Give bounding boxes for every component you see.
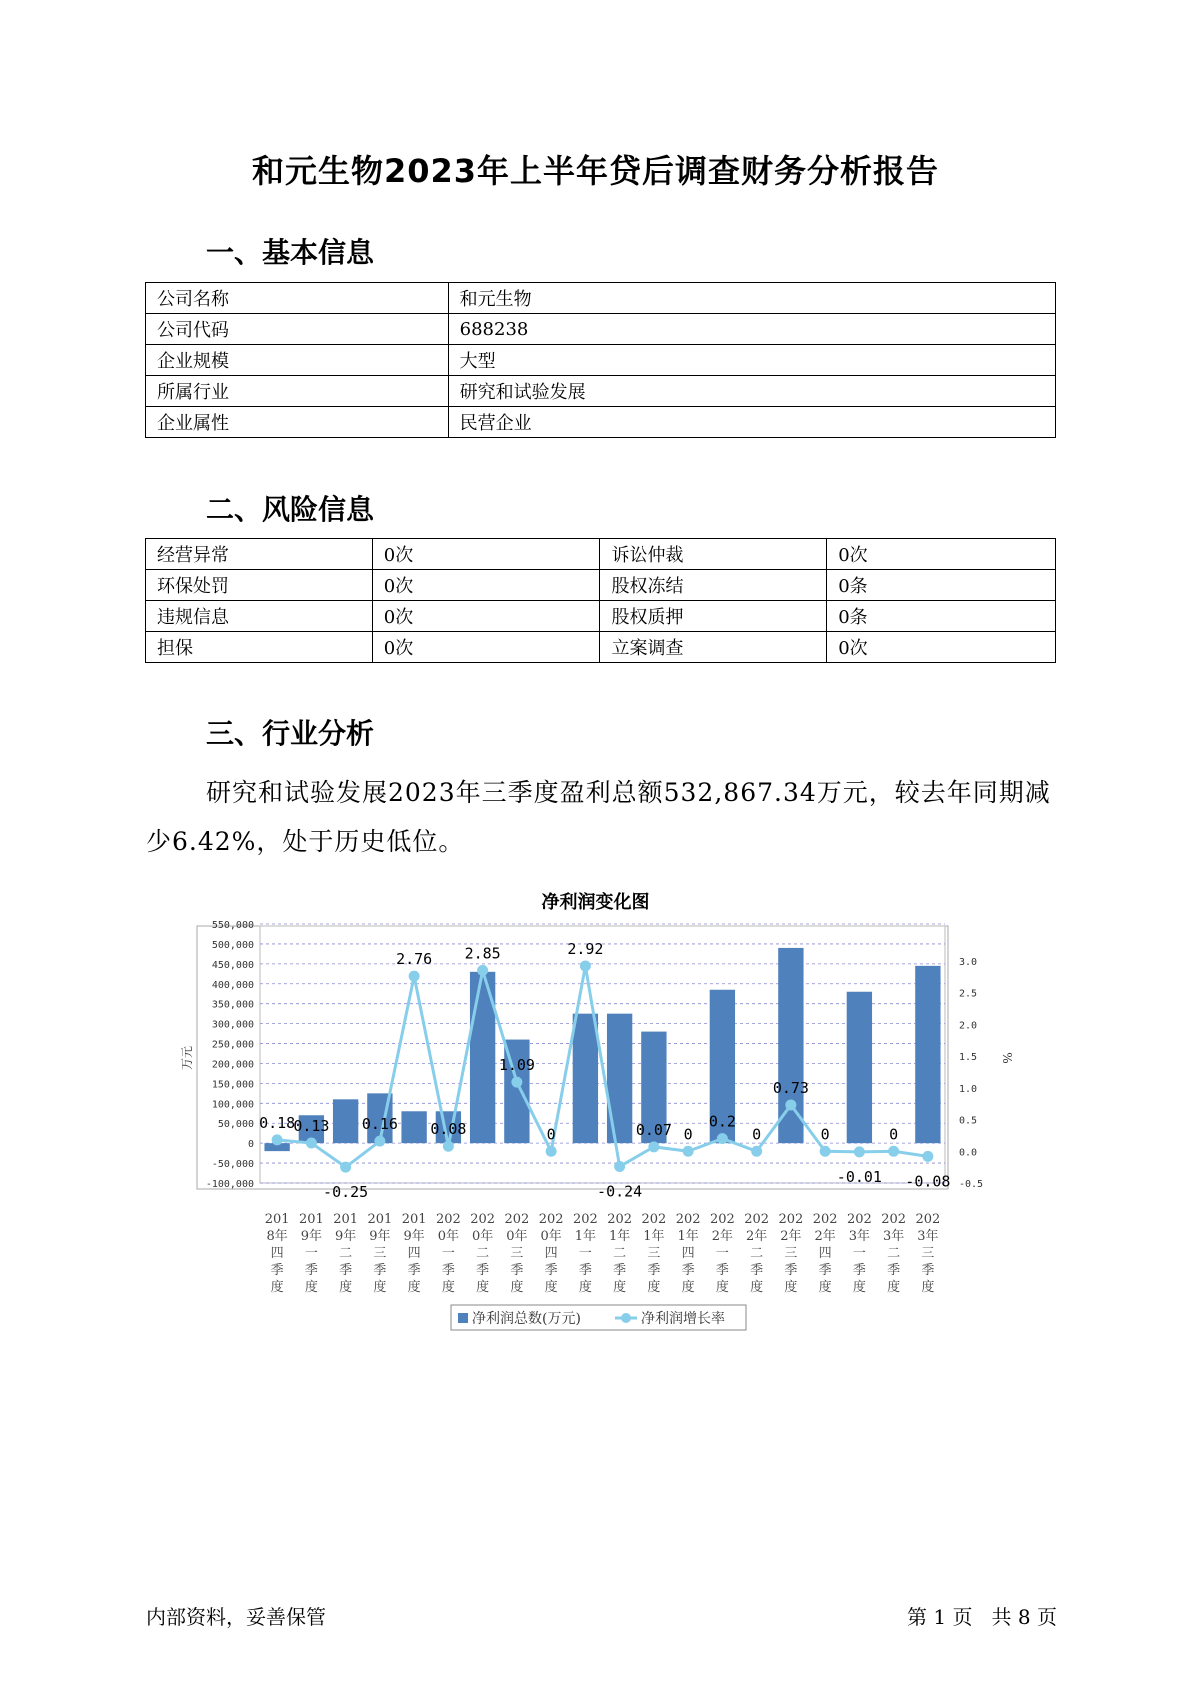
x-tick-label: 季: [784, 1263, 798, 1278]
growth-data-label: 0.2: [708, 1112, 736, 1131]
x-tick-label: 度: [373, 1280, 387, 1295]
growth-data-label: 0.08: [430, 1120, 467, 1139]
x-tick-label: 度: [441, 1280, 455, 1295]
growth-data-label: 0: [546, 1125, 556, 1144]
info-label: 企业属性: [146, 407, 449, 438]
growth-point: [477, 965, 488, 976]
x-tick-label: 202: [881, 1212, 907, 1227]
x-tick-label: 202: [846, 1212, 872, 1227]
x-tick-label: 一: [304, 1246, 318, 1261]
legend-line-label: 净利润增长率: [641, 1311, 725, 1327]
x-tick-label: 季: [304, 1263, 318, 1278]
x-tick-label: 季: [339, 1263, 353, 1278]
x-tick-label: 度: [887, 1280, 901, 1295]
y-tick-label: 550,000: [211, 920, 254, 932]
risk-label: 诉讼仲裁: [600, 539, 827, 570]
x-tick-label: 二: [750, 1246, 764, 1261]
info-value: 大型: [448, 345, 1055, 376]
y2-tick-label: 1.0: [959, 1083, 978, 1095]
x-tick-label: 9年: [300, 1229, 323, 1244]
growth-data-label: 0: [683, 1125, 693, 1144]
x-tick-label: 二: [476, 1246, 490, 1261]
x-tick-label: 三: [510, 1246, 524, 1261]
x-tick-label: 8年: [266, 1229, 288, 1244]
growth-data-label: 0.18: [259, 1113, 296, 1132]
x-tick-label: 202: [812, 1212, 838, 1227]
risk-value: 0次: [827, 539, 1056, 570]
x-tick-label: 1年: [608, 1229, 631, 1244]
x-tick-label: 一: [715, 1246, 729, 1261]
y-tick-label: 150,000: [211, 1079, 254, 1091]
y2-tick-label: 0.0: [959, 1147, 978, 1159]
growth-point: [306, 1138, 317, 1149]
y-tick-label: 500,000: [211, 939, 254, 951]
x-tick-label: 201: [333, 1212, 359, 1227]
x-tick-label: 1年: [643, 1229, 665, 1244]
x-tick-label: 9年: [334, 1229, 357, 1244]
growth-point: [511, 1077, 522, 1088]
x-tick-label: 202: [504, 1212, 530, 1227]
section-heading-industry: 三、行业分析: [206, 717, 375, 750]
y2-tick-label: 1.5: [959, 1052, 978, 1064]
growth-point: [272, 1134, 283, 1145]
x-tick-label: 度: [784, 1280, 798, 1295]
x-tick-label: 1年: [677, 1229, 699, 1244]
x-tick-label: 季: [270, 1263, 284, 1278]
x-tick-label: 三: [784, 1246, 798, 1261]
x-tick-label: 0年: [540, 1229, 562, 1244]
y-tick-label: 100,000: [211, 1099, 254, 1111]
growth-point: [340, 1162, 351, 1173]
risk-value: 0条: [827, 601, 1056, 632]
y-tick-label: 50,000: [217, 1119, 254, 1131]
x-tick-label: 季: [852, 1263, 866, 1278]
growth-point: [854, 1146, 865, 1157]
x-tick-label: 一: [441, 1246, 455, 1261]
growth-data-label: -0.08: [905, 1172, 951, 1191]
x-tick-label: 度: [852, 1280, 866, 1295]
growth-point: [648, 1141, 659, 1152]
x-tick-label: 度: [304, 1280, 318, 1295]
growth-point: [785, 1099, 796, 1110]
x-tick-label: 度: [647, 1280, 661, 1295]
y-tick-label: 400,000: [211, 979, 254, 991]
risk-value: 0次: [372, 632, 600, 663]
x-tick-label: 三: [921, 1246, 935, 1261]
growth-data-label: 0.16: [361, 1115, 398, 1134]
growth-point: [546, 1146, 557, 1157]
info-value: 688238: [448, 314, 1055, 345]
growth-point: [751, 1146, 762, 1157]
growth-point: [614, 1161, 625, 1172]
x-tick-label: 202: [709, 1212, 735, 1227]
x-tick-label: 2年: [711, 1229, 734, 1244]
info-label: 公司代码: [146, 314, 449, 345]
x-tick-label: 季: [613, 1263, 627, 1278]
x-tick-label: 度: [544, 1280, 558, 1295]
y-tick-label: 200,000: [211, 1059, 254, 1071]
y-tick-label: -50,000: [211, 1159, 254, 1171]
y-tick-label: 250,000: [211, 1039, 254, 1051]
growth-point: [683, 1146, 694, 1157]
x-tick-label: 度: [510, 1280, 524, 1295]
y-axis-label: 万元: [180, 1045, 194, 1071]
x-tick-label: 四: [544, 1246, 558, 1261]
x-tick-label: 度: [750, 1280, 764, 1295]
x-tick-label: 季: [441, 1263, 455, 1278]
growth-data-label: 0.07: [635, 1120, 672, 1139]
info-value: 民营企业: [448, 407, 1055, 438]
x-tick-label: 2年: [814, 1229, 836, 1244]
section-heading-basic-info: 一、基本信息: [206, 236, 375, 269]
chart-frame: [197, 926, 951, 1191]
x-tick-label: 9年: [403, 1229, 425, 1244]
growth-data-label: -0.01: [836, 1167, 882, 1186]
x-tick-label: 3年: [882, 1229, 905, 1244]
y2-tick-label: 0.5: [959, 1115, 978, 1127]
info-label: 企业规模: [146, 345, 449, 376]
bar: [778, 948, 803, 1143]
x-tick-label: 度: [818, 1280, 832, 1295]
section-heading-risk-info: 二、风险信息: [206, 493, 375, 526]
chart-title: 净利润变化图: [541, 892, 650, 913]
growth-data-label: 0.13: [293, 1117, 330, 1136]
legend-line-marker: [621, 1313, 631, 1323]
y2-tick-label: -0.5: [959, 1179, 984, 1190]
y-tick-label: 350,000: [211, 999, 254, 1011]
footer-note: 内部资料，妥善保管: [146, 1605, 326, 1629]
x-tick-label: 202: [470, 1212, 496, 1227]
x-tick-label: 202: [641, 1212, 667, 1227]
x-tick-label: 度: [681, 1280, 695, 1295]
y-tick-label: 450,000: [211, 959, 254, 971]
bar: [401, 1111, 426, 1143]
bar: [847, 992, 872, 1143]
x-tick-label: 季: [510, 1263, 524, 1278]
x-tick-label: 季: [715, 1263, 729, 1278]
risk-value: 0次: [827, 632, 1056, 663]
growth-data-label: -0.25: [323, 1183, 369, 1202]
x-tick-label: 201: [264, 1212, 290, 1227]
x-tick-label: 9年: [369, 1229, 391, 1244]
y-tick-label: -100,000: [205, 1179, 254, 1190]
x-tick-label: 201: [401, 1212, 427, 1227]
x-tick-label: 3年: [848, 1229, 871, 1244]
x-tick-label: 202: [572, 1212, 598, 1227]
x-tick-label: 0年: [471, 1229, 494, 1244]
x-tick-label: 度: [270, 1280, 284, 1295]
info-label: 公司名称: [146, 283, 449, 314]
x-tick-label: 二: [887, 1246, 901, 1261]
x-tick-label: 202: [538, 1212, 564, 1227]
document-title: 和元生物2023年上半年贷后调查财务分析报告: [251, 152, 940, 190]
x-tick-label: 季: [647, 1263, 661, 1278]
x-tick-label: 二: [613, 1246, 627, 1261]
x-tick-label: 度: [921, 1280, 935, 1295]
risk-label: 股权冻结: [600, 570, 827, 601]
x-tick-label: 2年: [780, 1229, 802, 1244]
x-tick-label: 季: [681, 1263, 695, 1278]
risk-label: 经营异常: [146, 539, 373, 570]
growth-data-label: -0.24: [597, 1182, 643, 1201]
info-value: 研究和试验发展: [448, 376, 1055, 407]
info-label: 所属行业: [146, 376, 449, 407]
x-tick-label: 季: [544, 1263, 558, 1278]
plot-area: [260, 926, 945, 1183]
x-tick-label: 3年: [917, 1229, 939, 1244]
risk-label: 股权质押: [600, 601, 827, 632]
x-tick-label: 202: [435, 1212, 461, 1227]
bar: [333, 1099, 358, 1143]
growth-data-label: 0.73: [772, 1078, 809, 1097]
risk-value: 0次: [372, 539, 600, 570]
x-tick-label: 三: [373, 1246, 387, 1261]
risk-value: 0次: [372, 570, 600, 601]
y2-axis-label: %: [1000, 1052, 1014, 1064]
x-tick-label: 四: [681, 1246, 695, 1261]
x-tick-label: 202: [607, 1212, 633, 1227]
x-tick-label: 度: [476, 1280, 490, 1295]
info-value: 和元生物: [448, 283, 1055, 314]
growth-point: [820, 1146, 831, 1157]
y-tick-label: 0: [247, 1139, 254, 1151]
risk-value: 0条: [827, 570, 1056, 601]
x-tick-label: 季: [818, 1263, 832, 1278]
y2-tick-label: 2.0: [959, 1020, 978, 1032]
growth-point: [374, 1136, 385, 1147]
y2-tick-label: 2.5: [959, 988, 978, 1000]
x-tick-label: 季: [887, 1263, 901, 1278]
industry-paragraph: 研究和试验发展2023年三季度盈利总额532,867.34万元，较去年同期减少6.42%，处于历史低位。: [146, 778, 1051, 856]
x-tick-label: 一: [852, 1246, 866, 1261]
x-tick-label: 度: [407, 1280, 421, 1295]
growth-point: [888, 1146, 899, 1157]
growth-data-label: 0: [889, 1125, 899, 1144]
growth-point: [580, 960, 591, 971]
x-tick-label: 季: [921, 1263, 935, 1278]
x-tick-label: 201: [298, 1212, 324, 1227]
x-tick-label: 度: [339, 1280, 353, 1295]
risk-label: 违规信息: [146, 601, 373, 632]
x-tick-label: 四: [270, 1246, 284, 1261]
growth-data-label: 2.85: [464, 944, 501, 963]
x-tick-label: 0年: [506, 1229, 528, 1244]
y2-tick-label: 3.0: [959, 956, 978, 968]
x-tick-label: 二: [339, 1246, 353, 1261]
legend-bar-label: 净利润总数(万元): [472, 1311, 581, 1327]
x-tick-label: 一: [578, 1246, 592, 1261]
growth-data-label: 2.76: [396, 950, 433, 969]
x-tick-label: 202: [675, 1212, 701, 1227]
growth-data-label: 2.92: [567, 939, 604, 958]
x-tick-label: 三: [647, 1246, 661, 1261]
x-tick-label: 四: [407, 1246, 421, 1261]
risk-label: 立案调查: [600, 632, 827, 663]
x-tick-label: 201: [367, 1212, 393, 1227]
x-tick-label: 度: [578, 1280, 592, 1295]
x-tick-label: 0年: [437, 1229, 460, 1244]
growth-data-label: 0: [752, 1125, 762, 1144]
risk-value: 0次: [372, 601, 600, 632]
risk-label: 担保: [146, 632, 373, 663]
x-tick-label: 季: [578, 1263, 592, 1278]
x-tick-label: 1年: [574, 1229, 597, 1244]
x-tick-label: 度: [613, 1280, 627, 1295]
growth-data-label: 0: [820, 1125, 830, 1144]
page-number: 第 1 页 共 8 页: [907, 1605, 1057, 1629]
growth-point: [922, 1151, 933, 1162]
x-tick-label: 季: [373, 1263, 387, 1278]
growth-point: [409, 971, 420, 982]
bar: [573, 1014, 598, 1143]
x-tick-label: 季: [476, 1263, 490, 1278]
growth-data-label: 1.09: [498, 1056, 535, 1075]
risk-label: 环保处罚: [146, 570, 373, 601]
bar: [607, 1014, 632, 1143]
x-tick-label: 季: [407, 1263, 421, 1278]
legend-bar-swatch: [458, 1313, 468, 1323]
growth-point: [717, 1133, 728, 1144]
y-tick-label: 300,000: [211, 1019, 254, 1031]
x-tick-label: 202: [915, 1212, 941, 1227]
x-tick-label: 四: [818, 1246, 832, 1261]
growth-point: [443, 1141, 454, 1152]
x-tick-label: 202: [744, 1212, 770, 1227]
x-tick-label: 度: [715, 1280, 729, 1295]
x-tick-label: 季: [750, 1263, 764, 1278]
x-tick-label: 2年: [745, 1229, 768, 1244]
bar: [915, 966, 940, 1143]
x-tick-label: 202: [778, 1212, 804, 1227]
